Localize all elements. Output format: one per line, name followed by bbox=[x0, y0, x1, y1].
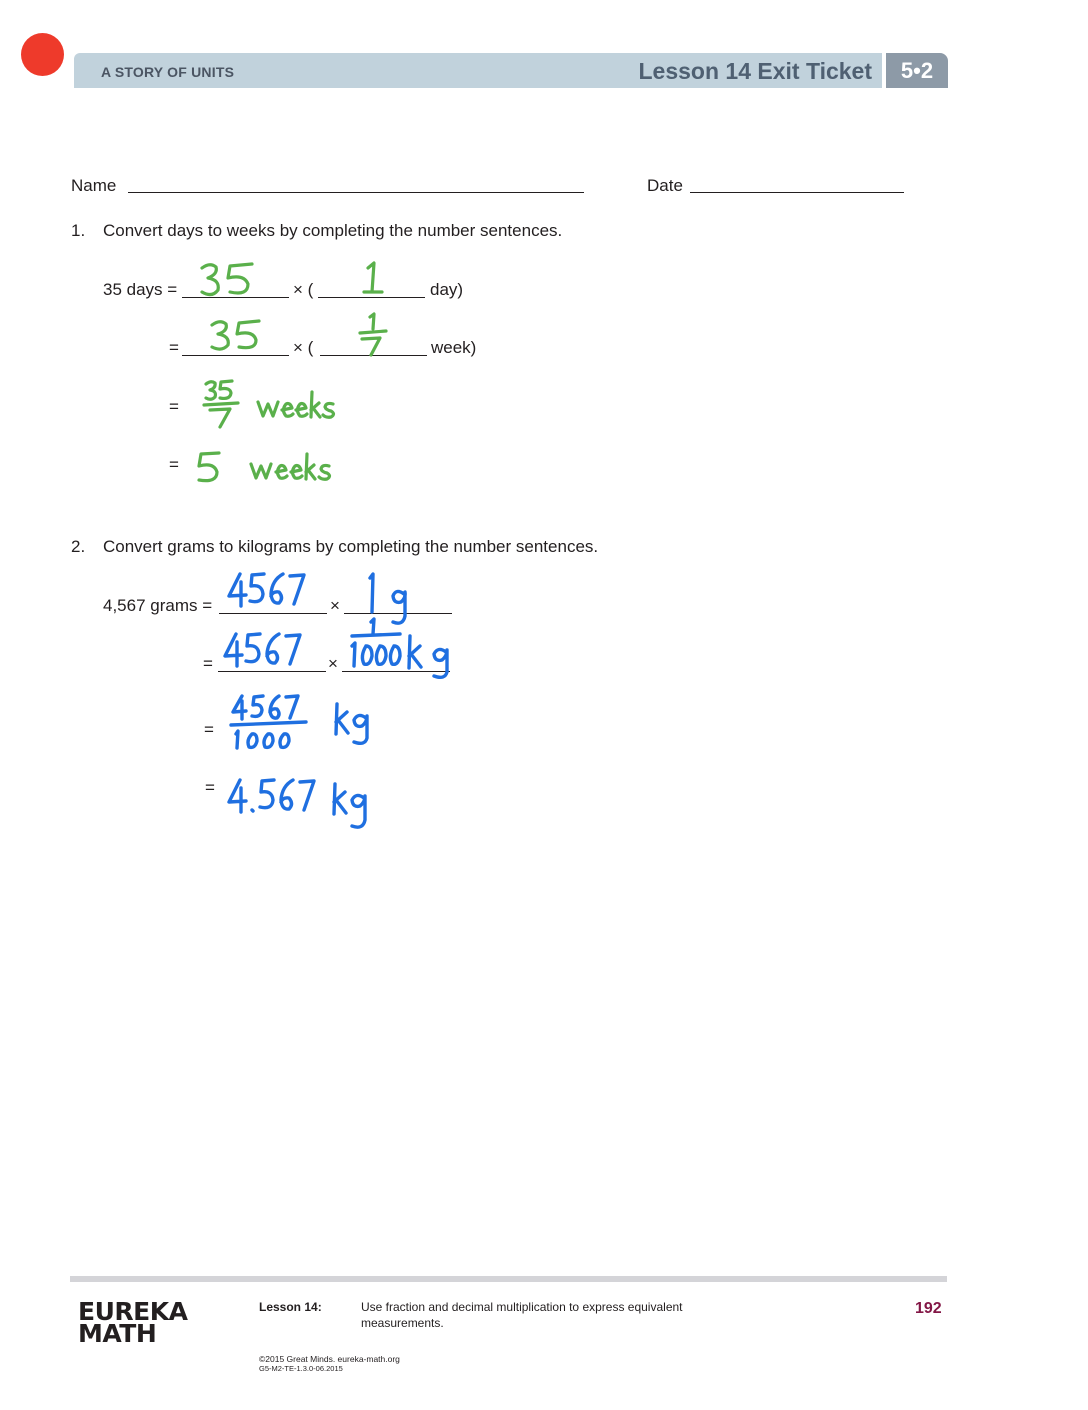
handwritten-kg-1 bbox=[332, 700, 372, 750]
problem-1-prompt: Convert days to weeks by completing the number sentences. bbox=[103, 221, 563, 240]
p1-eq-4: = bbox=[169, 455, 179, 474]
p1-unit-day: day) bbox=[430, 280, 464, 299]
p2-times-2: × bbox=[328, 654, 338, 673]
p1-blank-1b[interactable] bbox=[318, 297, 425, 298]
problem-1-number: 1. bbox=[71, 221, 86, 240]
p1-blank-2a[interactable] bbox=[182, 355, 289, 356]
handwritten-fraction-35-7 bbox=[202, 378, 242, 430]
p2-eq-4: = bbox=[205, 778, 215, 797]
handwritten-fraction-4567-1000 bbox=[228, 692, 310, 752]
module-badge: 5•2 bbox=[886, 53, 948, 88]
handwritten-kg-2 bbox=[330, 780, 370, 834]
p1-unit-week: week) bbox=[431, 338, 477, 357]
handwritten-answer-5 bbox=[194, 450, 224, 486]
handwritten-weeks-2 bbox=[249, 452, 335, 484]
p2-line1-left: 4,567 grams = bbox=[103, 596, 213, 615]
handwritten-answer-4-567 bbox=[226, 776, 320, 820]
date-label: Date bbox=[647, 176, 683, 195]
handwritten-fraction-1-7 bbox=[358, 312, 390, 358]
problem-2-number: 2. bbox=[71, 537, 86, 556]
name-label: Name bbox=[71, 176, 117, 195]
handwritten-answer-4567 bbox=[226, 570, 306, 610]
handwritten-weeks-1 bbox=[256, 390, 338, 422]
handwritten-fraction-1-1000-kg bbox=[344, 616, 456, 680]
footer-lesson-desc-1: Use fraction and decimal multiplication to express equivalent bbox=[361, 1300, 683, 1314]
p2-eq-3: = bbox=[204, 720, 214, 739]
p1-eq-3: = bbox=[169, 397, 179, 416]
copyright: ©2015 Great Minds. eureka-math.org bbox=[259, 1354, 400, 1364]
p2-blank-1a[interactable] bbox=[219, 613, 327, 614]
footer-lesson-desc-2: measurements. bbox=[361, 1316, 444, 1330]
page-title: Lesson 14 Exit Ticket bbox=[638, 58, 872, 84]
p2-eq-2: = bbox=[203, 654, 213, 673]
date-field[interactable] bbox=[690, 192, 904, 193]
logo-line-1: EUREKA bbox=[78, 1297, 188, 1326]
p1-line1-left: 35 days = bbox=[103, 280, 178, 299]
handwritten-answer-1 bbox=[358, 260, 388, 296]
eureka-math-logo bbox=[78, 1297, 188, 1348]
footer-lesson-label: Lesson 14: bbox=[259, 1300, 322, 1314]
page-number: 192 bbox=[915, 1300, 942, 1317]
name-field[interactable] bbox=[128, 192, 584, 193]
p2-blank-2a[interactable] bbox=[218, 671, 326, 672]
p1-eq-2: = bbox=[169, 338, 179, 357]
document-code: G5-M2-TE-1.3.0-06.2015 bbox=[259, 1364, 343, 1373]
logo-line-2: MATH bbox=[78, 1319, 157, 1348]
p2-times-1: × bbox=[330, 596, 340, 615]
handwritten-answer-35-b bbox=[209, 318, 269, 354]
footer-rule bbox=[70, 1276, 947, 1282]
red-dot-icon bbox=[21, 33, 64, 76]
handwritten-answer-4567-b bbox=[222, 630, 304, 670]
p1-times-1: × ( bbox=[293, 280, 314, 299]
series-title: A STORY OF UNITS bbox=[101, 64, 235, 80]
problem-2-prompt: Convert grams to kilograms by completing the number sentences. bbox=[103, 537, 599, 556]
p1-times-2: × ( bbox=[293, 338, 314, 357]
handwritten-answer-35 bbox=[198, 260, 262, 300]
